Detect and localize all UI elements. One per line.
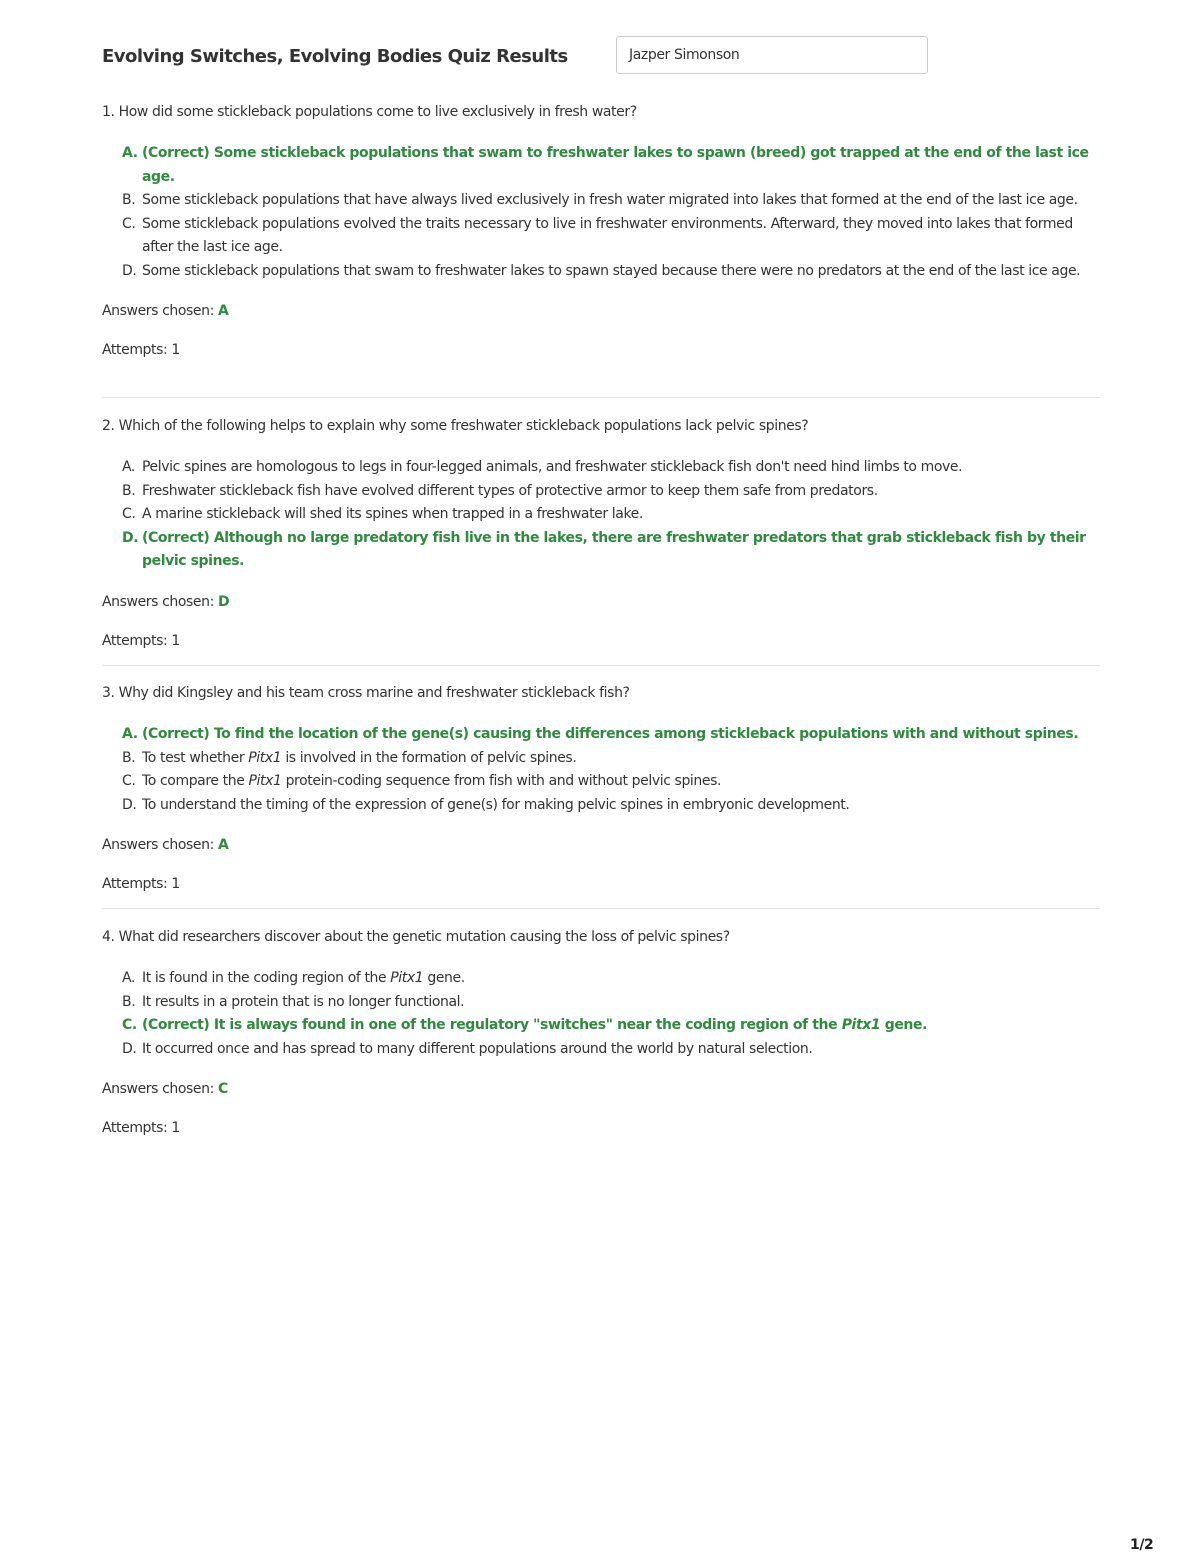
question-1 (102, 102, 1100, 360)
answers-chosen-label: Answers chosen: (102, 593, 214, 610)
attempts-value: 1 (171, 632, 180, 649)
option-b (122, 189, 1100, 213)
question-prompt (102, 416, 1100, 436)
option-text: It is found in the coding region of the Pitx1 gene. (142, 970, 465, 986)
option-text: Some stickleback populations that have always lived exclusively in fresh water migrated into lakes that formed at the end of the last ice age. (142, 192, 1078, 208)
attempts (102, 631, 1100, 651)
answers-chosen-value: D (218, 593, 230, 610)
option-b (122, 747, 1100, 771)
page-title: Evolving Switches, Evolving Bodies Quiz Results (102, 46, 568, 67)
question-number: 1. (102, 104, 115, 120)
option-a (122, 967, 1100, 991)
option-d (122, 794, 1100, 818)
answers-chosen-label: Answers chosen: (102, 837, 214, 853)
option-letter: D. (122, 1040, 137, 1057)
question-4 (102, 927, 1100, 1138)
option-letter: B. (122, 192, 136, 208)
option-a (122, 142, 1100, 189)
option-letter: A. (122, 459, 135, 475)
option-letter: D. (122, 529, 139, 546)
option-text: A marine stickleback will shed its spines when trapped in a freshwater lake. (142, 506, 643, 522)
option-d (122, 1038, 1100, 1062)
option-letter: D. (122, 796, 137, 813)
question-prompt (102, 102, 1100, 122)
option-text: (Correct) To find the location of the gene(s) causing the differences among stickleback populations with and without spines. (142, 726, 1079, 742)
option-c (122, 1014, 1100, 1038)
option-letter: C. (122, 1017, 137, 1033)
question-3 (102, 683, 1100, 894)
answers-chosen-label: Answers chosen: (102, 1081, 214, 1097)
option-letter: B. (122, 993, 136, 1010)
answer-options (102, 456, 1100, 574)
question-divider (102, 665, 1100, 666)
answer-options (102, 723, 1100, 817)
question-divider (102, 397, 1100, 398)
answers-chosen-value: C (218, 1081, 228, 1097)
option-c (122, 770, 1100, 794)
question-number: 4. (102, 929, 115, 945)
question-2 (102, 416, 1100, 651)
option-text: It occurred once and has spread to many different populations around the world by natural selection. (142, 1040, 813, 1057)
option-c (122, 503, 1100, 527)
option-text: Some stickleback populations that swam to freshwater lakes to spawn stayed because there were no predators at the end of the last ice age. (142, 262, 1081, 279)
option-a (122, 456, 1100, 480)
option-text: (Correct) Although no large predatory fish live in the lakes, there are freshwater predators that grab stickleback fish by their pelvic spines. (142, 529, 1086, 569)
option-text: (Correct) It is always found in one of the regulatory "switches" near the coding region of the Pitx1 gene. (142, 1017, 927, 1033)
page-header (102, 36, 930, 76)
option-text: To test whether Pitx1 is involved in the formation of pelvic spines. (142, 749, 577, 766)
question-prompt (102, 683, 1100, 703)
option-text: To understand the timing of the expression of gene(s) for making pelvic spines in embryonic development. (142, 796, 850, 813)
attempts-label: Attempts: (102, 876, 168, 892)
option-letter: C. (122, 215, 136, 232)
answer-options (102, 967, 1100, 1061)
question-text: Why did Kingsley and his team cross marine and freshwater stickleback fish? (118, 685, 630, 701)
answer-options (102, 142, 1100, 283)
attempts-label: Attempts: (102, 342, 168, 358)
option-letter: C. (122, 506, 136, 522)
page-number: 1/2 (1130, 1537, 1154, 1553)
attempts-label: Attempts: (102, 1120, 168, 1136)
attempts (102, 874, 1100, 894)
option-d (122, 527, 1100, 574)
option-letter: A. (122, 145, 138, 161)
answers-chosen-label: Answers chosen: (102, 303, 214, 319)
option-text: Freshwater stickleback fish have evolved different types of protective armor to keep them safe from predators. (142, 482, 878, 499)
answers-chosen (102, 835, 1100, 855)
option-text: (Correct) Some stickleback populations that swam to freshwater lakes to spawn (breed) got trapped at the end of the last ice age. (142, 145, 1089, 185)
answers-chosen (102, 592, 1100, 612)
option-letter: C. (122, 773, 136, 789)
option-text: Some stickleback populations evolved the traits necessary to live in freshwater environments. Afterward, they moved into lakes that formed after the last ice age. (142, 215, 1073, 255)
option-letter: A. (122, 970, 135, 986)
answers-chosen (102, 1079, 1100, 1099)
attempts-value: 1 (171, 876, 180, 892)
attempts-label: Attempts: (102, 632, 168, 649)
answers-chosen (102, 301, 1100, 321)
question-text: What did researchers discover about the genetic mutation causing the loss of pelvic spines? (118, 929, 730, 945)
question-text: Which of the following helps to explain why some freshwater stickleback populations lack pelvic spines? (118, 418, 809, 434)
attempts-value: 1 (171, 342, 180, 358)
option-letter: B. (122, 749, 136, 766)
answers-chosen-value: A (218, 837, 229, 853)
option-b (122, 991, 1100, 1015)
option-text: It results in a protein that is no longer functional. (142, 993, 465, 1010)
option-b (122, 480, 1100, 504)
option-a (122, 723, 1100, 747)
option-c (122, 213, 1100, 260)
option-text: To compare the Pitx1 protein-coding sequence from fish with and without pelvic spines. (142, 773, 722, 789)
option-text: Pelvic spines are homologous to legs in four-legged animals, and freshwater stickleback fish don't need hind limbs to move. (142, 459, 963, 475)
answers-chosen-value: A (218, 303, 229, 319)
option-letter: B. (122, 482, 136, 499)
student-name-field: Jazper Simonson (616, 36, 928, 74)
question-number: 3. (102, 685, 115, 701)
option-d (122, 260, 1100, 284)
option-letter: D. (122, 262, 137, 279)
question-text: How did some stickleback populations come to live exclusively in fresh water? (118, 104, 637, 120)
question-divider (102, 908, 1100, 909)
attempts (102, 340, 1100, 360)
attempts (102, 1118, 1100, 1138)
attempts-value: 1 (171, 1120, 180, 1136)
question-prompt (102, 927, 1100, 947)
option-letter: A. (122, 726, 138, 742)
question-number: 2. (102, 418, 115, 434)
